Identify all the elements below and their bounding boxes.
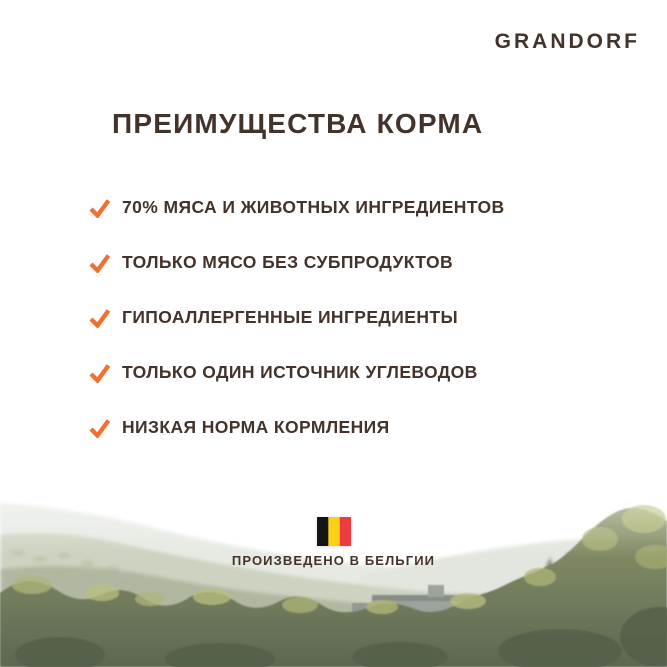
belgium-flag-icon	[317, 517, 351, 546]
list-item	[89, 235, 505, 290]
check-icon	[89, 418, 111, 438]
list-item	[89, 290, 505, 345]
made-in-label: ПРОИЗВЕДЕНО В БЕЛЬГИИ	[231, 553, 436, 568]
benefit-label: 70% МЯСА И ЖИВОТНЫХ ИНГРЕДИЕНТОВ	[122, 197, 505, 217]
check-icon	[89, 308, 111, 328]
list-item	[89, 400, 505, 455]
check-icon	[89, 198, 111, 218]
benefit-label: НИЗКАЯ НОРМА КОРМЛЕНИЯ	[122, 417, 390, 437]
list-item	[89, 345, 505, 400]
made-in-footer	[0, 517, 667, 568]
brand-logo: GRANDORF	[494, 30, 640, 53]
benefit-label: ТОЛЬКО ОДИН ИСТОЧНИК УГЛЕВОДОВ	[122, 362, 478, 382]
list-item	[89, 180, 505, 235]
check-icon	[89, 253, 111, 273]
benefit-label: ГИПОАЛЛЕРГЕННЫЕ ИНГРЕДИЕНТЫ	[122, 307, 459, 327]
page-title: ПРЕИМУЩЕСТВА КОРМА	[112, 108, 484, 139]
check-icon	[89, 363, 111, 383]
benefits-list	[89, 180, 505, 455]
benefit-label: ТОЛЬКО МЯСО БЕЗ СУБПРОДУКТОВ	[122, 252, 454, 272]
